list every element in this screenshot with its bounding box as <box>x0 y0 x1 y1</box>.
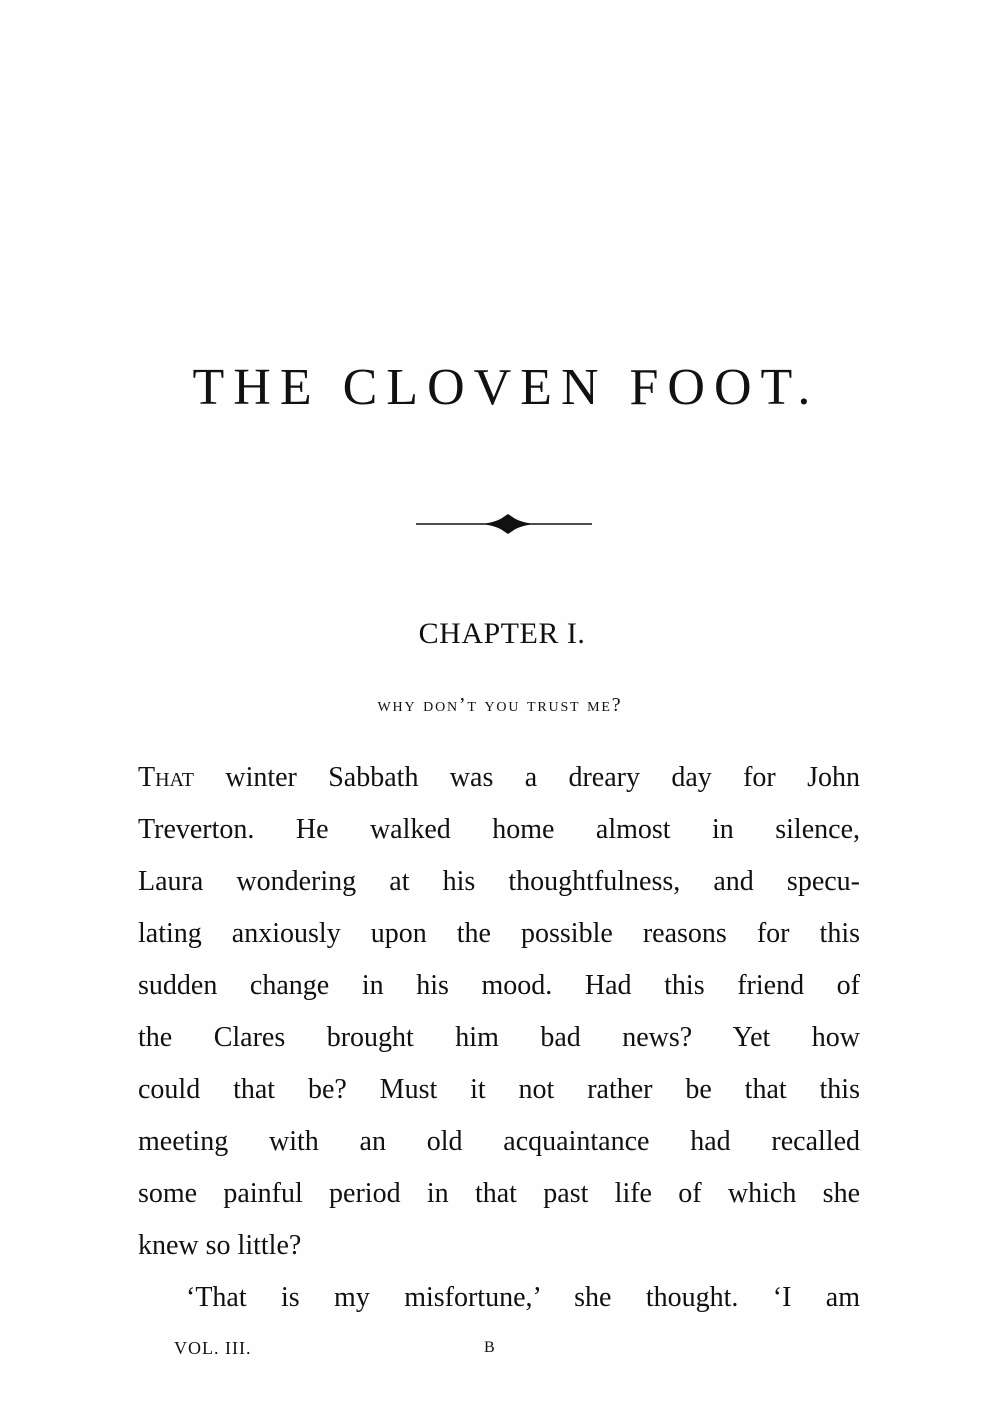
text-line <box>138 752 860 804</box>
volume-label: VOL. III. <box>174 1338 252 1358</box>
text-line-lead: That <box>138 762 194 793</box>
text-line: Treverton. He walked home almost in silence, <box>138 814 860 845</box>
body-text <box>138 752 860 1324</box>
text-line: sudden change in his mood. Had this friend of <box>138 970 860 1001</box>
signature-mark: B <box>484 1339 495 1356</box>
text-line: knew so little? <box>138 1230 302 1261</box>
page-footer <box>174 1333 574 1363</box>
text-line: ‘That is my misfortune,’ she thought. ‘I am <box>186 1282 860 1313</box>
text-line: lating anxiously upon the possible reasons for this <box>138 918 860 949</box>
ornament-divider-icon <box>416 514 592 534</box>
text-line: Laura wondering at his thoughtfulness, and specu- <box>138 866 860 897</box>
text-line: could that be? Must it not rather be that this <box>138 1074 860 1105</box>
chapter-heading: CHAPTER I. <box>418 617 586 650</box>
text-line-rest: winter Sabbath was a dreary day for John <box>194 762 860 793</box>
text-line: some painful period in that past life of which she <box>138 1178 860 1209</box>
book-title: THE CLOVEN FOOT. <box>192 359 820 416</box>
text-line: the Clares brought him bad news? Yet how <box>138 1022 860 1053</box>
chapter-subtitle: why don’t you trust me? <box>377 694 623 716</box>
text-line: meeting with an old acquaintance had recalled <box>138 1126 860 1157</box>
